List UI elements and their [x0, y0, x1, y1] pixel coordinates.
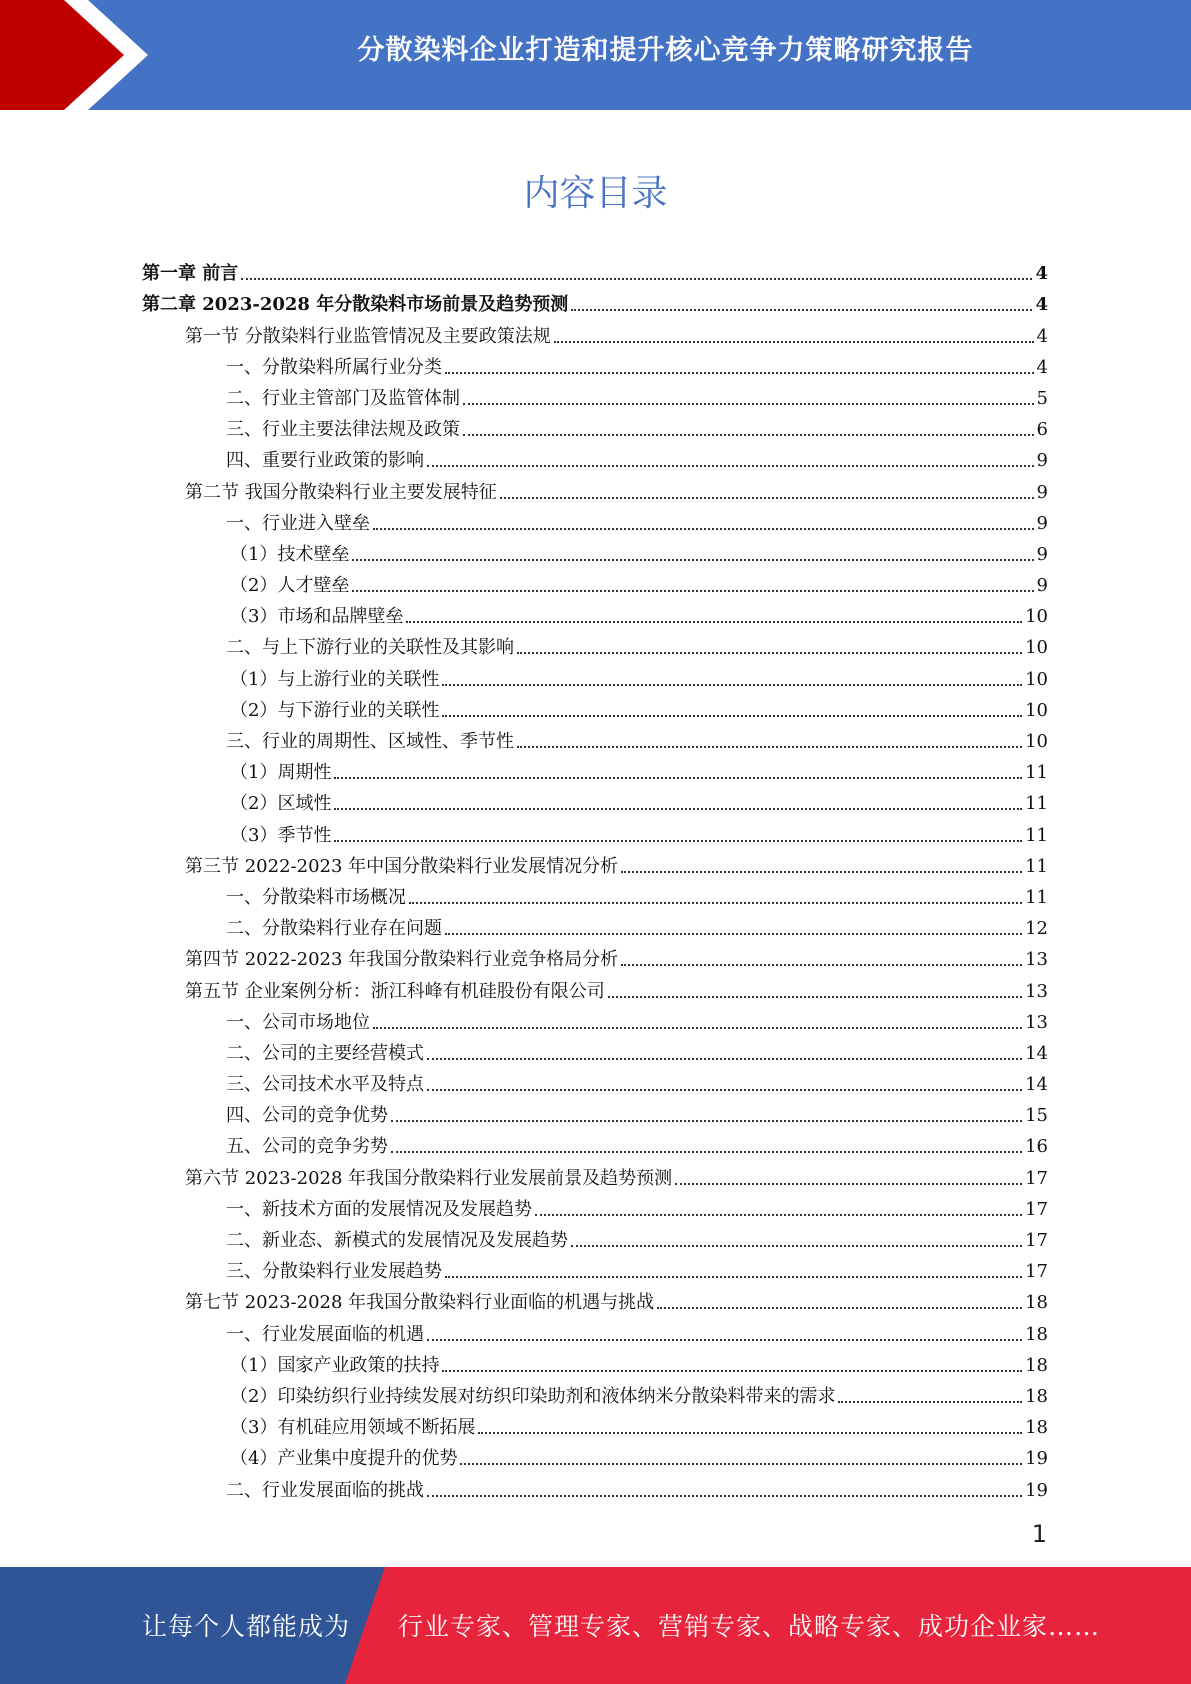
toc-entry-page: 4 — [1035, 263, 1048, 285]
toc-leader-dots — [442, 684, 1022, 686]
toc-entry-title: （1）与上游行业的关联性 — [230, 668, 440, 690]
toc-leader-dots — [427, 465, 1034, 467]
toc-leader-dots — [657, 1307, 1022, 1309]
toc-entry-page: 13 — [1025, 949, 1048, 971]
toc-entry-page: 4 — [1035, 294, 1048, 316]
toc-entry-title: 一、分散染料所属行业分类 — [226, 356, 442, 378]
toc-entry[interactable] — [142, 441, 1048, 472]
toc-entry-page: 9 — [1036, 575, 1048, 597]
toc-leader-dots — [352, 559, 1033, 561]
toc-leader-dots — [409, 902, 1022, 904]
toc-leader-dots — [334, 840, 1022, 842]
toc-entry-page: 13 — [1025, 1011, 1048, 1033]
toc-entry-page: 17 — [1025, 1167, 1048, 1189]
footer-slogan-right: 行业专家、管理专家、营销专家、战略专家、成功企业家…… — [398, 1612, 1101, 1641]
toc-entry[interactable] — [142, 1283, 1048, 1314]
toc-entry[interactable] — [142, 753, 1048, 784]
toc-leader-dots — [517, 746, 1022, 748]
toc-leader-dots — [463, 434, 1034, 436]
toc-heading: 内容目录 — [523, 173, 668, 214]
toc-entry-title: 二、与上下游行业的关联性及其影响 — [226, 637, 514, 659]
toc-entry-title: 一、行业发展面临的机遇 — [226, 1323, 424, 1345]
page-number: 1 — [1031, 1520, 1047, 1548]
footer-slogan-left: 让每个人都能成为 — [142, 1612, 351, 1641]
toc-entry-title: 一、行业进入壁垒 — [226, 512, 370, 534]
toc-entry-page: 4 — [1036, 356, 1048, 378]
toc-entry-title: 二、分散染料行业存在问题 — [226, 918, 442, 940]
toc-entry[interactable] — [142, 1408, 1048, 1439]
toc-entry-page: 10 — [1025, 668, 1048, 690]
toc-leader-dots — [621, 871, 1022, 873]
toc-entry[interactable] — [142, 815, 1048, 846]
toc-leader-dots — [427, 1089, 1022, 1091]
toc-entry[interactable] — [142, 1127, 1048, 1158]
toc-leader-dots — [334, 808, 1022, 810]
toc-entry-page: 18 — [1025, 1417, 1048, 1439]
toc-leader-dots — [478, 1432, 1022, 1434]
toc-entry-title: （1）国家产业政策的扶持 — [230, 1354, 440, 1376]
toc-leader-dots — [500, 497, 1034, 499]
toc-entry[interactable] — [142, 1034, 1048, 1065]
toc-entry-title: 二、新业态、新模式的发展情况及发展趋势 — [226, 1230, 568, 1251]
toc-entry-page: 18 — [1025, 1323, 1048, 1345]
toc-entry-page: 9 — [1036, 450, 1048, 472]
toc-entry[interactable] — [142, 504, 1048, 535]
toc-leader-dots — [427, 1495, 1022, 1497]
toc-entry[interactable] — [142, 847, 1048, 878]
toc-entry-page: 18 — [1025, 1354, 1048, 1376]
toc-entry[interactable] — [142, 940, 1048, 971]
toc-entry[interactable] — [142, 1065, 1048, 1096]
toc-entry-page: 9 — [1036, 543, 1048, 565]
footer-banner — [0, 1567, 1191, 1684]
toc-entry[interactable] — [142, 1190, 1048, 1221]
toc-entry-title: 一、新技术方面的发展情况及发展趋势 — [226, 1198, 532, 1220]
toc-entry[interactable] — [142, 628, 1048, 659]
toc-leader-dots — [445, 1276, 1022, 1278]
toc-leader-dots — [571, 309, 1032, 311]
toc-entry[interactable] — [142, 971, 1048, 1002]
toc-entry[interactable] — [142, 1096, 1048, 1127]
toc-entry[interactable] — [142, 535, 1048, 566]
toc-entry-page: 17 — [1025, 1230, 1048, 1251]
toc-entry-title: （4）产业集中度提升的优势 — [230, 1448, 458, 1470]
toc-entry-title: 第一章 前言 — [142, 263, 239, 285]
toc-entry-page: 5 — [1036, 387, 1048, 409]
toc-entry-title: （2）与下游行业的关联性 — [230, 699, 440, 721]
toc-leader-dots — [427, 1339, 1022, 1341]
toc-entry-title: 第三节 2022-2023 年中国分散染料行业发展情况分析 — [185, 855, 619, 877]
toc-entry[interactable] — [142, 659, 1048, 690]
toc-leader-dots — [241, 278, 1032, 280]
toc-entry-page: 9 — [1036, 512, 1048, 534]
toc-entry-page: 11 — [1025, 824, 1048, 846]
toc-entry-page: 11 — [1025, 886, 1048, 908]
toc-entry-title: 四、公司的竞争优势 — [226, 1105, 388, 1127]
toc-leader-dots — [608, 996, 1022, 998]
toc-entry-title: 第二章 2023-2028 年分散染料市场前景及趋势预测 — [142, 294, 569, 316]
toc-entry-title: 三、分散染料行业发展趋势 — [226, 1261, 442, 1283]
toc-leader-dots — [427, 1058, 1022, 1060]
toc-entry-title: 二、公司的主要经营模式 — [226, 1042, 424, 1064]
toc-leader-dots — [373, 1027, 1022, 1029]
toc-entry[interactable] — [142, 1439, 1048, 1470]
toc-entry-title: （2）人才壁垒 — [230, 575, 350, 597]
toc-leader-dots — [334, 777, 1022, 779]
toc-leader-dots — [535, 1214, 1022, 1216]
toc-entry-page: 11 — [1025, 855, 1048, 877]
toc-leader-dots — [445, 933, 1022, 935]
toc-leader-dots — [571, 1245, 1022, 1247]
toc-leader-dots — [445, 372, 1034, 374]
toc-entry[interactable] — [142, 1158, 1048, 1189]
toc-leader-dots — [838, 1401, 1022, 1403]
toc-entry-title: （3）有机硅应用领域不断拓展 — [230, 1417, 476, 1439]
toc-entry-title: 第五节 企业案例分析：浙江科峰有机硅股份有限公司 — [185, 980, 605, 1002]
toc-leader-dots — [442, 1370, 1022, 1372]
toc-entry-title: 第一节 分散染料行业监管情况及主要政策法规 — [185, 325, 551, 347]
toc-leader-dots — [406, 621, 1022, 623]
toc-entry[interactable] — [142, 722, 1048, 753]
toc-entry-title: 一、分散染料市场概况 — [226, 886, 406, 908]
toc-entry-page: 11 — [1025, 793, 1048, 815]
toc-entry[interactable] — [142, 1377, 1048, 1408]
toc-leader-dots — [373, 528, 1034, 530]
toc-entry-title: 一、公司市场地位 — [226, 1011, 370, 1033]
toc-entry[interactable] — [142, 784, 1048, 815]
toc-entry-title: 二、行业发展面临的挑战 — [226, 1479, 424, 1501]
toc-entry[interactable] — [142, 348, 1048, 379]
toc-entry[interactable] — [142, 410, 1048, 441]
toc-entry[interactable] — [142, 1314, 1048, 1345]
toc-entry-title: 第四节 2022-2023 年我国分散染料行业竞争格局分析 — [185, 949, 619, 971]
toc-entry-page: 16 — [1025, 1136, 1048, 1158]
toc-entry[interactable] — [142, 878, 1048, 909]
toc-entry-page: 10 — [1025, 637, 1048, 659]
toc-entry[interactable] — [142, 316, 1048, 347]
toc-entry-page: 14 — [1025, 1074, 1048, 1096]
toc-leader-dots — [463, 403, 1034, 405]
toc-entry-title: （1）周期性 — [230, 762, 332, 784]
toc-entry-page: 10 — [1025, 606, 1048, 628]
toc-entry[interactable] — [142, 254, 1048, 285]
toc-entry-title: （2）印染纺织行业持续发展对纺织印染助剂和液体纳米分散染料带来的需求 — [230, 1385, 836, 1407]
toc-entry-title: 第七节 2023-2028 年我国分散染料行业面临的机遇与挑战 — [185, 1292, 655, 1314]
toc-entry-title: 五、公司的竞争劣势 — [226, 1136, 388, 1158]
toc-leader-dots — [517, 652, 1022, 654]
toc-entry-page: 11 — [1025, 762, 1048, 784]
toc-leader-dots — [675, 1183, 1022, 1185]
toc-leader-dots — [352, 590, 1033, 592]
toc-entry-page: 10 — [1025, 699, 1048, 721]
toc-leader-dots — [442, 715, 1022, 717]
toc-entry-title: （1）技术壁垒 — [230, 543, 350, 565]
toc-entry[interactable] — [142, 1221, 1048, 1252]
toc-entry-page: 13 — [1025, 980, 1048, 1002]
toc-entry-page: 15 — [1025, 1105, 1048, 1127]
toc-entry[interactable] — [142, 1470, 1048, 1501]
toc-entry-title: （3）季节性 — [230, 824, 332, 846]
toc-leader-dots — [391, 1151, 1022, 1153]
toc-entry-title: 三、行业的周期性、区域性、季节性 — [226, 731, 514, 752]
toc-entry-page: 18 — [1025, 1385, 1048, 1407]
toc-entry-page: 17 — [1025, 1198, 1048, 1220]
toc-entry-page: 14 — [1025, 1042, 1048, 1064]
toc-entry[interactable] — [142, 566, 1048, 597]
report-title: 分散染料企业打造和提升核心竞争力策略研究报告 — [357, 35, 974, 66]
toc-entry-page: 18 — [1025, 1292, 1048, 1314]
toc-entry-title: 二、行业主管部门及监管体制 — [226, 387, 460, 409]
toc-entry-page: 19 — [1025, 1448, 1048, 1470]
toc-entry[interactable] — [142, 1003, 1048, 1034]
toc-entry-title: 第六节 2023-2028 年我国分散染料行业发展前景及趋势预测 — [185, 1167, 673, 1189]
toc-entry[interactable] — [142, 1346, 1048, 1377]
toc-leader-dots — [391, 1120, 1022, 1122]
toc-entry-page: 4 — [1036, 325, 1048, 347]
toc-entry-page: 6 — [1036, 419, 1048, 441]
toc-leader-dots — [621, 964, 1022, 966]
toc-entry[interactable] — [142, 597, 1048, 628]
toc-entry-title: 三、公司技术水平及特点 — [226, 1074, 424, 1096]
table-of-contents — [142, 254, 1048, 1502]
toc-entry-page: 9 — [1036, 481, 1048, 503]
toc-entry[interactable] — [142, 1252, 1048, 1283]
toc-entry-title: （3）市场和品牌壁垒 — [230, 606, 404, 628]
toc-entry-page: 17 — [1025, 1261, 1048, 1283]
toc-entry-page: 10 — [1025, 731, 1048, 752]
toc-entry-page: 19 — [1025, 1479, 1048, 1501]
toc-entry-title: 第二节 我国分散染料行业主要发展特征 — [185, 481, 497, 503]
toc-entry-title: 四、重要行业政策的影响 — [226, 450, 424, 472]
toc-entry[interactable] — [142, 472, 1048, 503]
toc-entry[interactable] — [142, 691, 1048, 722]
toc-entry-title: （2）区域性 — [230, 793, 332, 815]
header-banner — [0, 0, 1191, 110]
toc-entry[interactable] — [142, 285, 1048, 316]
toc-entry[interactable] — [142, 379, 1048, 410]
toc-entry-page: 12 — [1025, 918, 1048, 940]
toc-entry-title: 三、行业主要法律法规及政策 — [226, 419, 460, 441]
toc-entry[interactable] — [142, 909, 1048, 940]
toc-leader-dots — [460, 1463, 1022, 1465]
toc-leader-dots — [554, 341, 1034, 343]
